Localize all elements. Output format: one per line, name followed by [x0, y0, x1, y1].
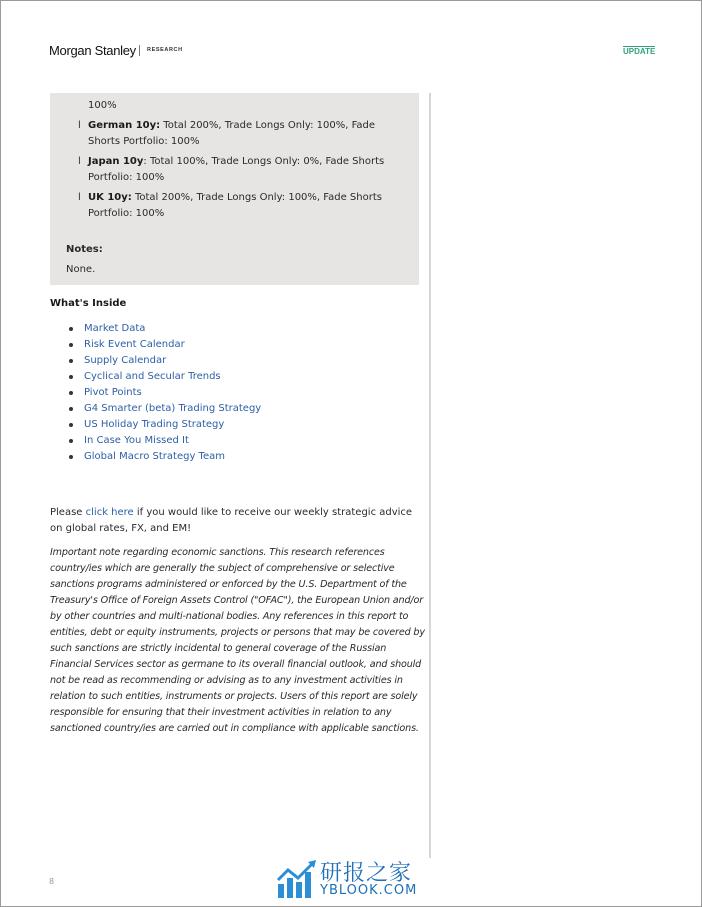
position-item [78, 118, 408, 150]
position-label: UK 10y: [88, 192, 132, 203]
bullet-glyph: l [78, 156, 81, 167]
column-divider [429, 93, 431, 858]
toc-link[interactable]: Market Data [84, 323, 146, 334]
sanctions-note: Important note regarding economic sanctions. This research references country/ies which are generally the subject of comprehensive or selective sanctions programs administered or enforced by the U.S. Department of the Treasury's Office of Foreign Assets Control ("OFAC"), the European Union and/or by other countries and multi-national bodies. Any references in this report to entities, debt or equity instruments, projects or persons that may be covered by such sanctions are strictly incidental to general coverage of the Russian Financial Services sector as germane to its overall financial outlook, and should not be read as recommending or advising as to any investment activities in relation to such entities, instruments or projects. Users of this report are solely responsible for ensuring that their investment activities in relation to any sanctioned country/ies are carried out in compliance with applicable sanctions. [50, 547, 425, 734]
bullet-dot-icon [69, 359, 73, 363]
toc-item-g4-smarter-strategy[interactable] [69, 401, 261, 417]
position-text: Total 200%, Trade Longs Only: 100%, Fade Shorts Portfolio: 100% [88, 120, 376, 147]
update-badge: UPDATE [623, 47, 656, 56]
bullet-dot-icon [69, 407, 73, 411]
position-label: German 10y: [88, 120, 161, 131]
whats-inside-list [69, 321, 261, 465]
bullet-dot-icon [69, 455, 73, 459]
notes-value: None. [66, 264, 96, 275]
toc-link[interactable]: US Holiday Trading Strategy [84, 419, 225, 430]
toc-item-in-case-you-missed-it[interactable] [69, 433, 261, 449]
bar-chart-arrow-icon [276, 860, 318, 900]
watermark [276, 856, 436, 901]
bullet-dot-icon [69, 423, 73, 427]
header-separator [139, 45, 140, 56]
position-text: : Total 100%, Trade Longs Only: 0%, Fade Shorts Portfolio: 100% [88, 156, 385, 183]
bullet-glyph: l [78, 192, 81, 203]
toc-link[interactable]: Pivot Points [84, 387, 142, 398]
position-text: Total 200%, Trade Longs Only: 100%, Fade Shorts Portfolio: 100% [88, 192, 382, 219]
subscribe-paragraph [50, 505, 420, 537]
position-item [78, 154, 408, 186]
notes-label: Notes: [66, 244, 103, 255]
bullet-dot-icon [69, 375, 73, 379]
toc-link[interactable]: In Case You Missed It [84, 435, 189, 446]
bullet-dot-icon [69, 391, 73, 395]
click-here-link[interactable]: click here [85, 507, 134, 518]
subscribe-prefix: Please [50, 507, 86, 518]
position-label: Japan 10y [88, 156, 144, 167]
brand-logo: Morgan Stanley [49, 43, 136, 58]
whats-inside-title: What's Inside [50, 298, 127, 309]
toc-link[interactable]: Global Macro Strategy Team [84, 451, 225, 462]
toc-item-market-data[interactable] [69, 321, 261, 337]
toc-item-pivot-points[interactable] [69, 385, 261, 401]
toc-link[interactable]: Risk Event Calendar [84, 339, 185, 350]
section-label: RESEARCH [147, 47, 183, 53]
watermark-cn: 研报之家 [320, 861, 413, 886]
bullet-glyph: l [78, 120, 81, 131]
continued-line: 100% [88, 100, 117, 111]
page-number: 8 [49, 877, 55, 886]
toc-item-us-holiday-strategy[interactable] [69, 417, 261, 433]
toc-link[interactable]: Cyclical and Secular Trends [84, 371, 221, 382]
toc-item-supply-calendar[interactable] [69, 353, 261, 369]
watermark-en: YBLOOK.COM [320, 883, 418, 898]
toc-item-cyclical-secular-trends[interactable] [69, 369, 261, 385]
toc-link[interactable]: Supply Calendar [84, 355, 167, 366]
bullet-dot-icon [69, 343, 73, 347]
toc-link[interactable]: G4 Smarter (beta) Trading Strategy [84, 403, 262, 414]
bullet-dot-icon [69, 327, 73, 331]
toc-item-global-macro-team[interactable] [69, 449, 261, 465]
toc-item-risk-event-calendar[interactable] [69, 337, 261, 353]
position-item [78, 190, 408, 222]
subscribe-suffix: if you would like to receive our weekly strategic advice on global rates, FX, and EM! [50, 507, 413, 534]
bullet-dot-icon [69, 439, 73, 443]
